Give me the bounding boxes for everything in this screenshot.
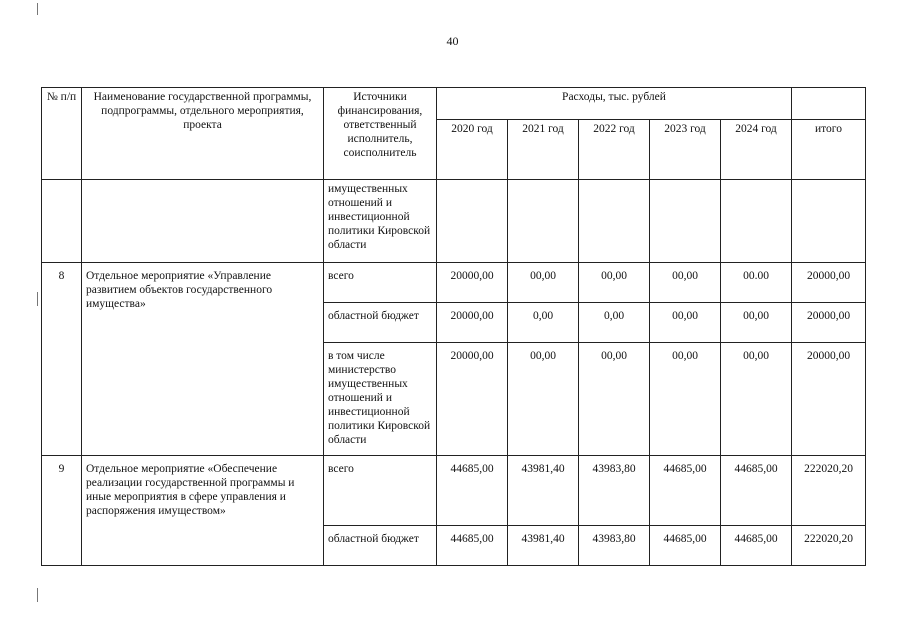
- value-cell: 44685,00: [721, 456, 792, 526]
- value-cell: 43981,40: [508, 526, 579, 566]
- value-cell: 222020,20: [792, 456, 866, 526]
- header-row: [42, 88, 866, 120]
- value-cell: 20000,00: [437, 263, 508, 303]
- value-cell: 00,00: [650, 303, 721, 343]
- header-num: № п/п: [42, 88, 82, 180]
- value-cell: 44685,00: [721, 526, 792, 566]
- value-cell: 00,00: [650, 343, 721, 456]
- value-cell: 00.00: [721, 263, 792, 303]
- header-year: 2023 год: [650, 120, 721, 180]
- header-year: 2021 год: [508, 120, 579, 180]
- value-cell: 43983,80: [579, 456, 650, 526]
- budget-table: [41, 87, 866, 566]
- source-cell: всего: [324, 263, 437, 303]
- value-cell: 44685,00: [437, 526, 508, 566]
- value-cell: 0,00: [579, 303, 650, 343]
- header-year: 2020 год: [437, 120, 508, 180]
- table-row: [42, 263, 866, 303]
- value-cell: 44685,00: [650, 526, 721, 566]
- page-number: 40: [446, 34, 459, 48]
- measure-name: Отдельное мероприятие «Обеспечение реализации государственной программы и иные мероприятия в сфере управления и распоряжения имуществом»: [82, 456, 324, 566]
- table-row: [42, 456, 866, 526]
- source-cell: всего: [324, 456, 437, 526]
- value-cell: 43981,40: [508, 456, 579, 526]
- scan-mark: [37, 3, 38, 15]
- header-total: итого: [792, 120, 866, 180]
- header-year: 2022 год: [579, 120, 650, 180]
- source-cell: областной бюджет: [324, 526, 437, 566]
- table-row: [42, 180, 866, 263]
- value-cell: 00,00: [508, 263, 579, 303]
- header-expenses: Расходы, тыс. рублей: [437, 88, 792, 120]
- value-cell: 00,00: [508, 343, 579, 456]
- value-cell: 222020,20: [792, 526, 866, 566]
- value-cell: 43983,80: [579, 526, 650, 566]
- row-number: 9: [42, 456, 82, 566]
- value-cell: 00,00: [579, 343, 650, 456]
- value-cell: 00,00: [721, 343, 792, 456]
- source-cell: имущественных отношений и инвестиционной политики Кировской области: [324, 180, 437, 263]
- header-source: Источники финансирования, ответственный исполнитель, соисполнитель: [324, 88, 437, 180]
- value-cell: 20000,00: [792, 343, 866, 456]
- scan-mark: [37, 292, 38, 306]
- header-name: Наименование государственной программы, подпрограммы, отдельного мероприятия, проекта: [82, 88, 324, 180]
- value-cell: 00,00: [721, 303, 792, 343]
- row-number: 8: [42, 263, 82, 456]
- source-cell: в том числе министерство имущественных отношений и инвестиционной политики Кировской области: [324, 343, 437, 456]
- value-cell: 20000,00: [792, 303, 866, 343]
- value-cell: 20000,00: [437, 343, 508, 456]
- header-blank: [792, 88, 866, 120]
- value-cell: 0,00: [508, 303, 579, 343]
- value-cell: 44685,00: [437, 456, 508, 526]
- value-cell: 44685,00: [650, 456, 721, 526]
- value-cell: 20000,00: [437, 303, 508, 343]
- value-cell: 00,00: [579, 263, 650, 303]
- value-cell: 20000,00: [792, 263, 866, 303]
- source-cell: областной бюджет: [324, 303, 437, 343]
- measure-name: Отдельное мероприятие «Управление развитием объектов государственного имущества»: [82, 263, 324, 456]
- value-cell: 00,00: [650, 263, 721, 303]
- header-year: 2024 год: [721, 120, 792, 180]
- scan-mark: [37, 588, 38, 602]
